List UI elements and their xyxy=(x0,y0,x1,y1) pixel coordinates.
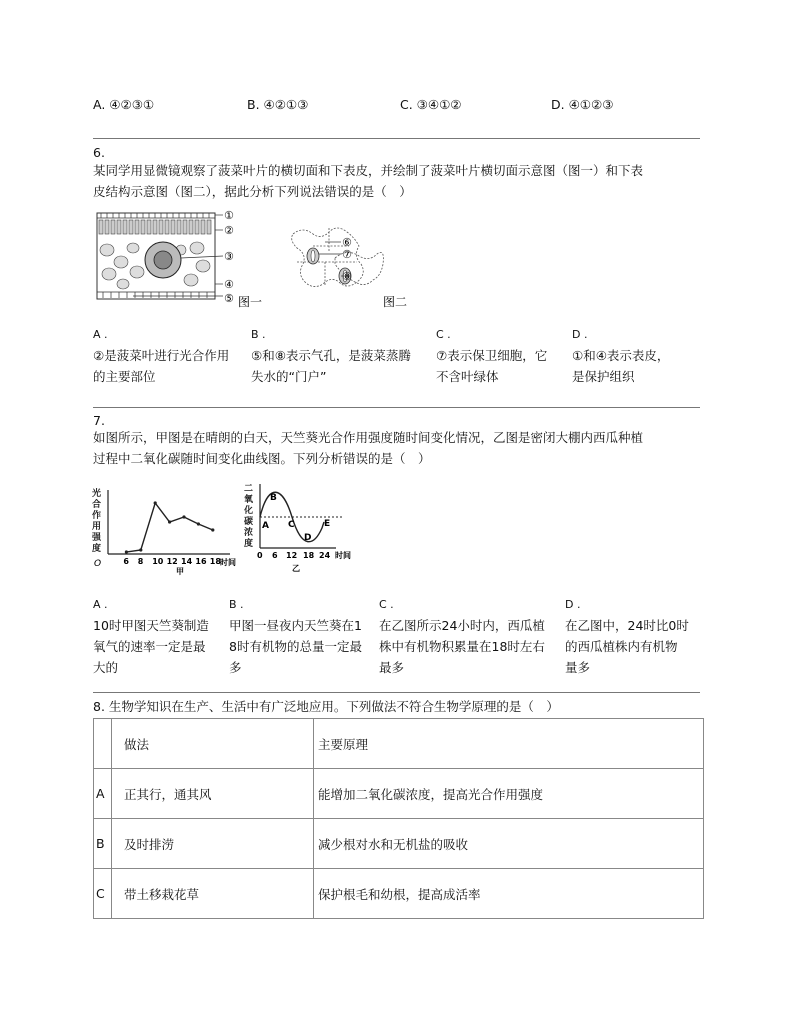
jia-ylabel-1: 光 xyxy=(92,489,102,499)
fig1-label-2: ② xyxy=(224,224,234,237)
jia-tick-16: 16 xyxy=(195,557,207,566)
jia-point xyxy=(154,501,157,504)
table-header-cell: 主要原理 xyxy=(314,719,704,769)
jia-origin: O xyxy=(94,559,102,569)
yi-ylabel-4: 碳 xyxy=(244,517,254,527)
jia-ylabel-6: 度 xyxy=(92,544,102,554)
q6-option-b[interactable]: B . ⑤和⑧表示气孔，是菠菜蒸腾 失水的“门户” xyxy=(251,328,411,384)
yi-ylabel-1: 二 xyxy=(244,484,254,494)
fig1-caption: 图一 xyxy=(238,295,263,309)
table-cell: C xyxy=(94,869,112,919)
jia-tick-18: 18 xyxy=(209,557,221,566)
yi-point-d: D xyxy=(304,533,312,543)
jia-tick-14: 14 xyxy=(181,557,193,566)
table-header-row xyxy=(94,719,704,769)
jia-point xyxy=(139,548,142,551)
q7-option-a[interactable]: A . 10时甲图天竺葵制造 氧气的速率一定是最 大的 xyxy=(93,598,209,675)
table-cell: 能增加二氧化碳浓度，提高光合作用强度 xyxy=(314,769,704,819)
q7-option-b[interactable]: B . 甲图一昼夜内天竺葵在1 8时有机物的总量一定最 多 xyxy=(229,598,362,675)
q5-option-a[interactable]: A. ④②③① xyxy=(93,97,155,112)
table-cell: B xyxy=(94,819,112,869)
jia-ylabel-5: 强 xyxy=(92,533,102,543)
yi-ylabel-6: 度 xyxy=(244,539,254,549)
yi-point-e: E xyxy=(324,519,331,529)
jia-tick-10: 10 xyxy=(152,557,164,566)
table-row xyxy=(94,819,704,869)
table-cell: 保护根毛和幼根，提高成活率 xyxy=(314,869,704,919)
jia-ylabel-4: 用 xyxy=(92,522,102,532)
fig1-label-1: ① xyxy=(224,210,234,222)
jia-point xyxy=(125,550,128,553)
yi-tick-24: 24 xyxy=(319,551,331,560)
table-cell: A xyxy=(94,769,112,819)
q6-stem-line2: 皮结构示意图（图二），据此分析下列说法错误的是（ ） xyxy=(93,184,412,199)
q7-stem-line1: 如图所示，甲图是在晴朗的白天，天竺葵光合作用强度随时间变化情况，乙图是密闭大棚内西瓜种植 xyxy=(93,430,644,445)
q8-table xyxy=(93,718,704,919)
jia-point xyxy=(168,520,171,523)
jia-tick-12: 12 xyxy=(166,557,178,566)
jia-tick-6: 6 xyxy=(123,557,129,566)
jia-caption: 甲 xyxy=(176,567,184,576)
chart-jia xyxy=(90,484,242,576)
yi-caption: 乙 xyxy=(292,564,300,573)
fig2-label-7: ⑦ xyxy=(342,248,352,261)
yi-tick-12: 12 xyxy=(286,551,298,560)
q6-option-a[interactable]: A . ②是菠菜叶进行光合作用 的主要部位 xyxy=(93,328,230,384)
fig1-label-4: ④ xyxy=(224,278,234,291)
q8-stem: 8. 生物学知识在生产、生活中有广泛地应用。下列做法不符合生物学原理的是（ ） xyxy=(93,699,559,714)
q7-stem-line2: 过程中二氧化碳随时间变化曲线图。下列分析错误的是（ ） xyxy=(93,451,431,466)
jia-ylabel-3: 作 xyxy=(92,511,102,521)
divider xyxy=(93,692,700,693)
table-cell: 正其行，通其风 xyxy=(112,769,314,819)
jia-ylabel-2: 合 xyxy=(92,500,102,510)
q6-stem-line1: 某同学用显微镜观察了菠菜叶片的横切面和下表皮，并绘制了菠菜叶片横切面示意图（图一）和下表 xyxy=(93,163,644,178)
q7-option-c[interactable]: C . 在乙图所示24小时内，西瓜植 株中有机物积累量在18时左右 最多 xyxy=(379,598,545,675)
q5-option-b[interactable]: B. ④②①③ xyxy=(247,97,309,112)
q7-number: 7. xyxy=(93,413,105,428)
leaf-cross-section-figure xyxy=(93,210,263,310)
table-header-cell: 做法 xyxy=(112,719,314,769)
yi-tick-6: 6 xyxy=(272,551,278,560)
jia-point xyxy=(197,522,200,525)
yi-ylabel-5: 浓 xyxy=(244,528,254,538)
table-header-cell xyxy=(94,719,112,769)
lower-epidermis-figure xyxy=(285,222,415,310)
jia-point xyxy=(211,528,214,531)
yi-tick-0: 0 xyxy=(257,551,263,560)
jia-xlabel: 时间 xyxy=(220,558,236,567)
fig2-caption: 图二 xyxy=(383,295,408,309)
table-row xyxy=(94,869,704,919)
chart-yi xyxy=(242,480,360,576)
jia-series-line xyxy=(126,503,212,552)
yi-point-b: B xyxy=(270,493,277,503)
jia-point xyxy=(182,515,185,518)
q6-option-c[interactable]: C . ⑦表示保卫细胞，它 不含叶绿体 xyxy=(436,328,548,384)
yi-ylabel-3: 化 xyxy=(244,506,254,516)
q6-option-d[interactable]: D . ①和④表示表皮， 是保护组织 xyxy=(572,328,670,384)
yi-ylabel-2: 氧 xyxy=(244,495,254,505)
divider xyxy=(93,138,700,139)
q5-option-d[interactable]: D. ④①②③ xyxy=(551,97,614,112)
jia-tick-8: 8 xyxy=(137,557,144,566)
yi-point-a: A xyxy=(262,521,269,531)
yi-tick-18: 18 xyxy=(303,551,315,560)
q6-number: 6. xyxy=(93,145,105,160)
fig2-label-6: ⑥ xyxy=(342,236,352,249)
table-cell: 及时排涝 xyxy=(112,819,314,869)
yi-xlabel: 时间 xyxy=(335,551,351,560)
fig1-label-3: ③ xyxy=(224,250,234,263)
divider xyxy=(93,407,700,408)
table-cell: 带土移栽花草 xyxy=(112,869,314,919)
q7-option-d[interactable]: D . 在乙图中，24时比0时 的西瓜植株内有机物 量多 xyxy=(565,598,689,675)
fig1-label-5: ⑤ xyxy=(224,292,234,305)
yi-point-c: C xyxy=(288,520,295,530)
table-row xyxy=(94,769,704,819)
q5-option-c[interactable]: C. ③④①② xyxy=(400,97,462,112)
table-cell: 减少根对水和无机盐的吸收 xyxy=(314,819,704,869)
fig2-label-8: ⑧ xyxy=(342,270,352,283)
